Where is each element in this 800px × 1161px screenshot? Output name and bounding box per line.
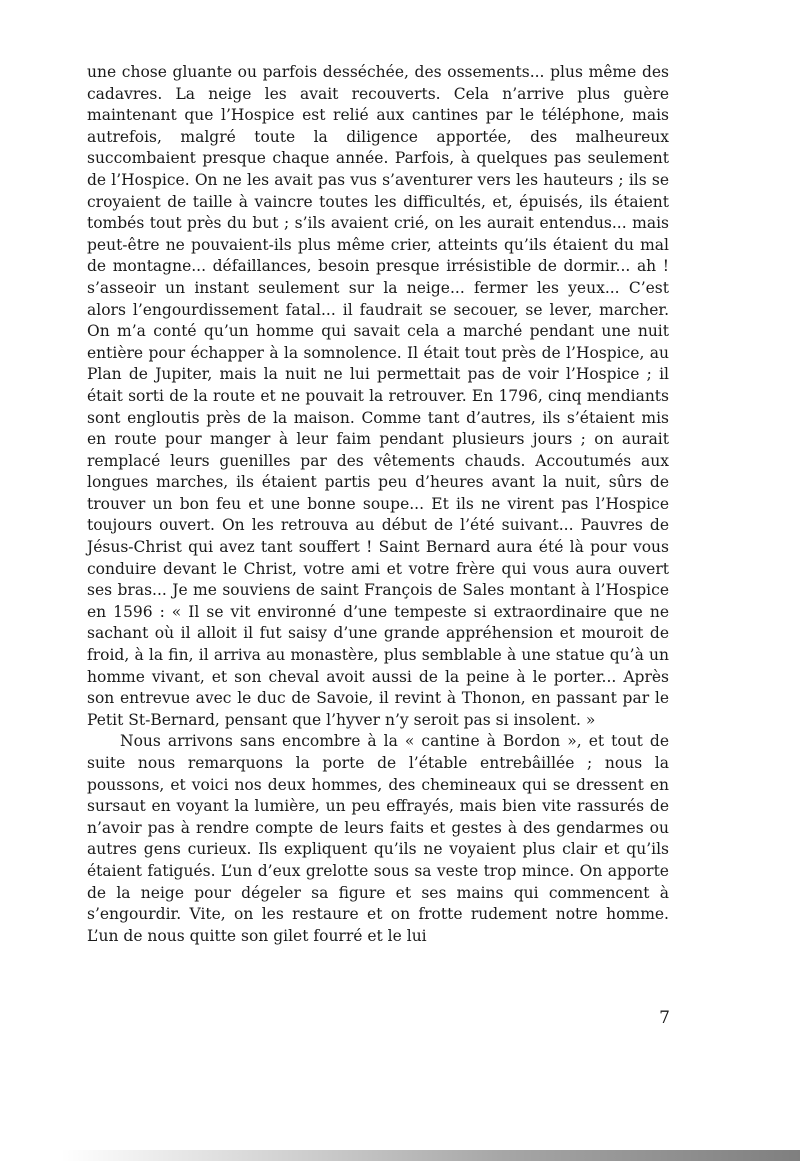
paragraph-continued: une chose gluante ou parfois desséchée, des ossements... plus même des cadavres. La neige les avait recouverts. Cela n’arrive plus guère maintenant que l’Hospice est relié aux cantines par le téléphone, mais autrefois, malgré toute la diligence apportée, des malheureux succombaient presque chaque année. Parfois, à quelques pas seulement de l’Hospice. On ne les avait pas vus s’aventurer vers les hauteurs ; ils se croyaient de taille à vaincre toutes les difficultés, et, épuisés, ils étaient tombés tout près du but ; s’ils avaient crié, on les aurait entendus... mais peut-être ne pouvaient-ils plus même crier, atteints qu’ils étaient du mal de montagne... défaillances, besoin presque irrésistible de dormir... ah ! s’asseoir un instant seulement sur la neige... fermer les yeux... C’est alors l’engourdissement fatal... il faudrait se secouer, se lever, marcher. On m’a conté qu’un homme qui savait cela a marché pendant une nuit entière pour échapper à la somnolence. Il était tout près de l’Hospice, au Plan de Jupiter, mais la nuit ne lui permettait pas de voir l’Hospice ; il était sorti de la route et ne pouvait la retrouver. En 1796, cinq mendiants sont engloutis près de la maison. Comme tant d’autres, ils s’étaient mis en route pour manger à leur faim pendant plusieurs jours ; on aurait remplacé leurs guenilles par des vêtements chauds. Accoutumés aux longues marches, ils étaient partis peu d’heures avant la nuit, sûrs de trouver un bon feu et une bonne soupe... Et ils ne virent pas l’Hospice toujours ouvert. On les retrouva au début de l’été suivant... Pauvres de Jésus-Christ qui avez tant souffert ! Saint Bernard aura été là pour vous conduire devant le Christ, votre ami et votre frère qui vous aura ouvert ses bras... Je me souviens de saint François de Sales montant à l’Hospice en 1596 : « Il se vit environné d’une tempeste si extraordinaire que ne sachant où il alloit il fut saisy d’une grande appréhension et mouroit de froid, à la fin, il arriva au monastère, plus semblable à une statue qu’à un homme vivant, et son cheval avoit aussi de la peine à le porter... Après son entrevue avec le duc de Savoie, il revint à Thonon, en passant par le Petit St-Bernard, pensant que l’hyver n’y seroit pas si insolent. »: [87, 63, 669, 729]
page-number: 7: [659, 1008, 670, 1028]
body-text: [87, 62, 669, 947]
scan-edge-shadow: [60, 1150, 800, 1161]
paragraph: Nous arrivons sans encombre à la « cantine à Bordon », et tout de suite nous remarquons la porte de l’étable entrebâillée ; nous la poussons, et voici nos deux hommes, des chemineaux qui se dressent en sursaut en voyant la lumière, un peu effrayés, mais bien vite rassurés de n’avoir pas à rendre compte de leurs faits et gestes à des gendarmes ou autres gens curieux. Ils expliquent qu’ils ne voyaient plus clair et qu’ils étaient fatigués. L’un d’eux grelotte sous sa veste trop mince. On apporte de la neige pour dégeler sa figure et ses mains qui commencent à s’engourdir. Vite, on les restaure et on frotte rudement notre homme. L’un de nous quitte son gilet fourré et le lui: [87, 732, 669, 945]
